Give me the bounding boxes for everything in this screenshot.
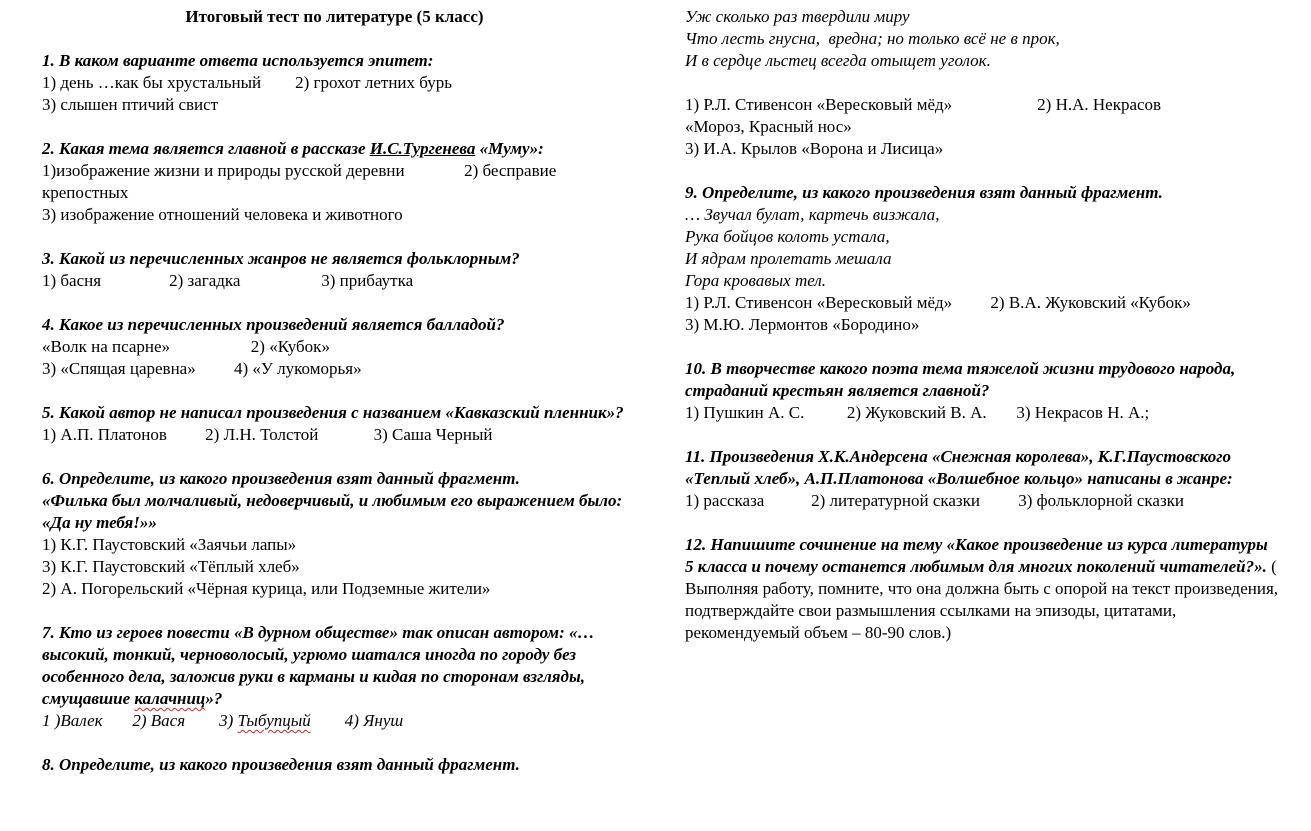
question-7-options [42, 710, 637, 732]
question-12-body [685, 534, 1280, 644]
question-9-verse-2: Рука бойцов колоть устала, [685, 227, 890, 246]
left-column [42, 6, 637, 798]
question-6-options-line-3: 2) А. Погорельский «Чёрная курица, или Подземные жители» [42, 579, 491, 598]
question-3-text: 3. Какой из перечисленных жанров не является фольклорным? [42, 249, 520, 268]
question-12 [685, 534, 1280, 644]
question-6-options-line-2: 3) К.Г. Паустовский «Тёплый хлеб» [42, 557, 300, 576]
question-7-options-b: Тыбупцый [237, 711, 311, 730]
question-8-verse-2: Что лесть гнусна, вредна; но только всё не в прок, [685, 29, 1060, 48]
question-9-options-line-2: 3) М.Ю. Лермонтов «Бородино» [685, 315, 920, 334]
question-11 [685, 446, 1280, 512]
spacer [685, 72, 1280, 94]
question-10-text: 10. В творчестве какого поэта тема тяжелой жизни трудового народа, страданий крестьян является главной? [685, 359, 1236, 400]
question-6-fragment: «Филька был молчаливый, недоверчивый, и любимым его выражением было: «Да ну тебя!»» [42, 491, 623, 532]
question-10 [685, 358, 1280, 424]
question-9 [685, 182, 1280, 336]
question-7-text [42, 622, 637, 710]
question-9-text: 9. Определите, из какого произведения взят данный фрагмент. [685, 183, 1163, 202]
question-3 [42, 248, 637, 292]
question-8-options-line-3: 3) И.А. Крылов «Ворона и Лисица» [685, 139, 944, 158]
question-2-options-line-2: крепостных [42, 183, 129, 202]
question-8-continued [685, 6, 1280, 160]
question-12-note: ( Выполняя работу, помните, что она должна быть с опорой на текст произведения, подтверждайте свои размышления ссылками на эпизоды, цитатами, рекомендуемый объем – 80-90 слов.) [685, 557, 1279, 642]
question-8-heading [42, 754, 637, 776]
question-2-text-pre: 2. Какая тема является главной в рассказе [42, 139, 370, 158]
question-4-options-line-2: 3) «Спящая царевна» 4) «У лукоморья» [42, 359, 362, 378]
question-4-text: 4. Какое из перечисленных произведений является балладой? [42, 315, 505, 334]
question-4 [42, 314, 637, 380]
question-12-text: 12. Напишите сочинение на тему «Какое произведение из курса литературы 5 класса и почему останется любимым для многих поколений читателей?». [685, 535, 1268, 576]
question-5-options-line-1: 1) А.П. Платонов 2) Л.Н. Толстой 3) Саша Черный [42, 425, 493, 444]
question-9-verse-3: И ядрам пролетать мешала [685, 249, 892, 268]
question-6-options-line-1: 1) К.Г. Паустовский «Заячьи лапы» [42, 535, 297, 554]
question-9-verse-4: Гора кровавых тел. [685, 271, 827, 290]
question-9-options-line-1: 1) Р.Л. Стивенсон «Вересковый мёд» 2) В.А. Жуковский «Кубок» [685, 293, 1191, 312]
question-7-options-c: 4) Януш [310, 711, 404, 730]
question-7-text-pre: 7. Кто из героев повести «В дурном обществе» так описан автором: «…высокий, тонкий, черноволосый, угрюмо шатался иногда по городу без особенного дела, заложив руки в карманы и кидая по сторонам взгляды, смущавшие [42, 623, 595, 708]
question-5 [42, 402, 637, 446]
question-8-options-line-2: «Мороз, Красный нос» [685, 117, 852, 136]
question-11-text: 11. Произведения Х.К.Андерсена «Снежная королева», К.Г.Паустовского «Теплый хлеб», А.П.Платонова «Волшебное кольцо» написаны в жанре: [685, 447, 1233, 488]
question-4-options-line-1: «Волк на псарне» 2) «Кубок» [42, 337, 330, 356]
question-1-text: 1. В каком варианте ответа используется эпитет: [42, 51, 434, 70]
question-6-text: 6. Определите, из какого произведения взят данный фрагмент. [42, 469, 520, 488]
question-7-options-a: 1 )Валек 2) Вася 3) [42, 711, 238, 730]
page-title: Итоговый тест по литературе (5 класс) [185, 7, 484, 26]
question-2-options-line-1: 1)изображение жизни и природы русской деревни 2) бесправие [42, 161, 557, 180]
question-2-text-post: «Муму»: [475, 139, 544, 158]
question-2-text [42, 138, 637, 160]
question-6 [42, 468, 637, 600]
question-1-options-line-1: 1) день …как бы хрустальный 2) грохот летних бурь [42, 73, 453, 92]
question-8-text: 8. Определите, из какого произведения взят данный фрагмент. [42, 755, 520, 774]
question-1 [42, 50, 637, 116]
question-8-options-line-1: 1) Р.Л. Стивенсон «Вересковый мёд» 2) Н.А. Некрасов [685, 95, 1162, 114]
question-8-verse-1: Уж сколько раз твердили миру [685, 7, 910, 26]
question-7 [42, 622, 637, 732]
question-7-text-post: »? [205, 689, 223, 708]
question-11-options-line-1: 1) рассказа 2) литературной сказки 3) фольклорной сказки [685, 491, 1185, 510]
question-3-options-line-1: 1) басня 2) загадка 3) прибаутка [42, 271, 414, 290]
question-7-word: калачниц [134, 689, 206, 708]
question-5-text: 5. Какой автор не написал произведения с названием «Кавказский пленник»? [42, 403, 624, 422]
question-8-verse-3: И в сердце льстец всегда отыщет уголок. [685, 51, 991, 70]
right-column [685, 6, 1280, 666]
question-2 [42, 138, 637, 226]
question-2-author: И.С.Тургенева [369, 139, 476, 158]
question-1-options-line-2: 3) слышен птичий свист [42, 95, 219, 114]
question-9-verse-1: … Звучал булат, картечь визжала, [685, 205, 940, 224]
question-10-options-line-1: 1) Пушкин А. С. 2) Жуковский В. А. 3) Некрасов Н. А.; [685, 403, 1150, 422]
question-2-options-line-3: 3) изображение отношений человека и животного [42, 205, 403, 224]
